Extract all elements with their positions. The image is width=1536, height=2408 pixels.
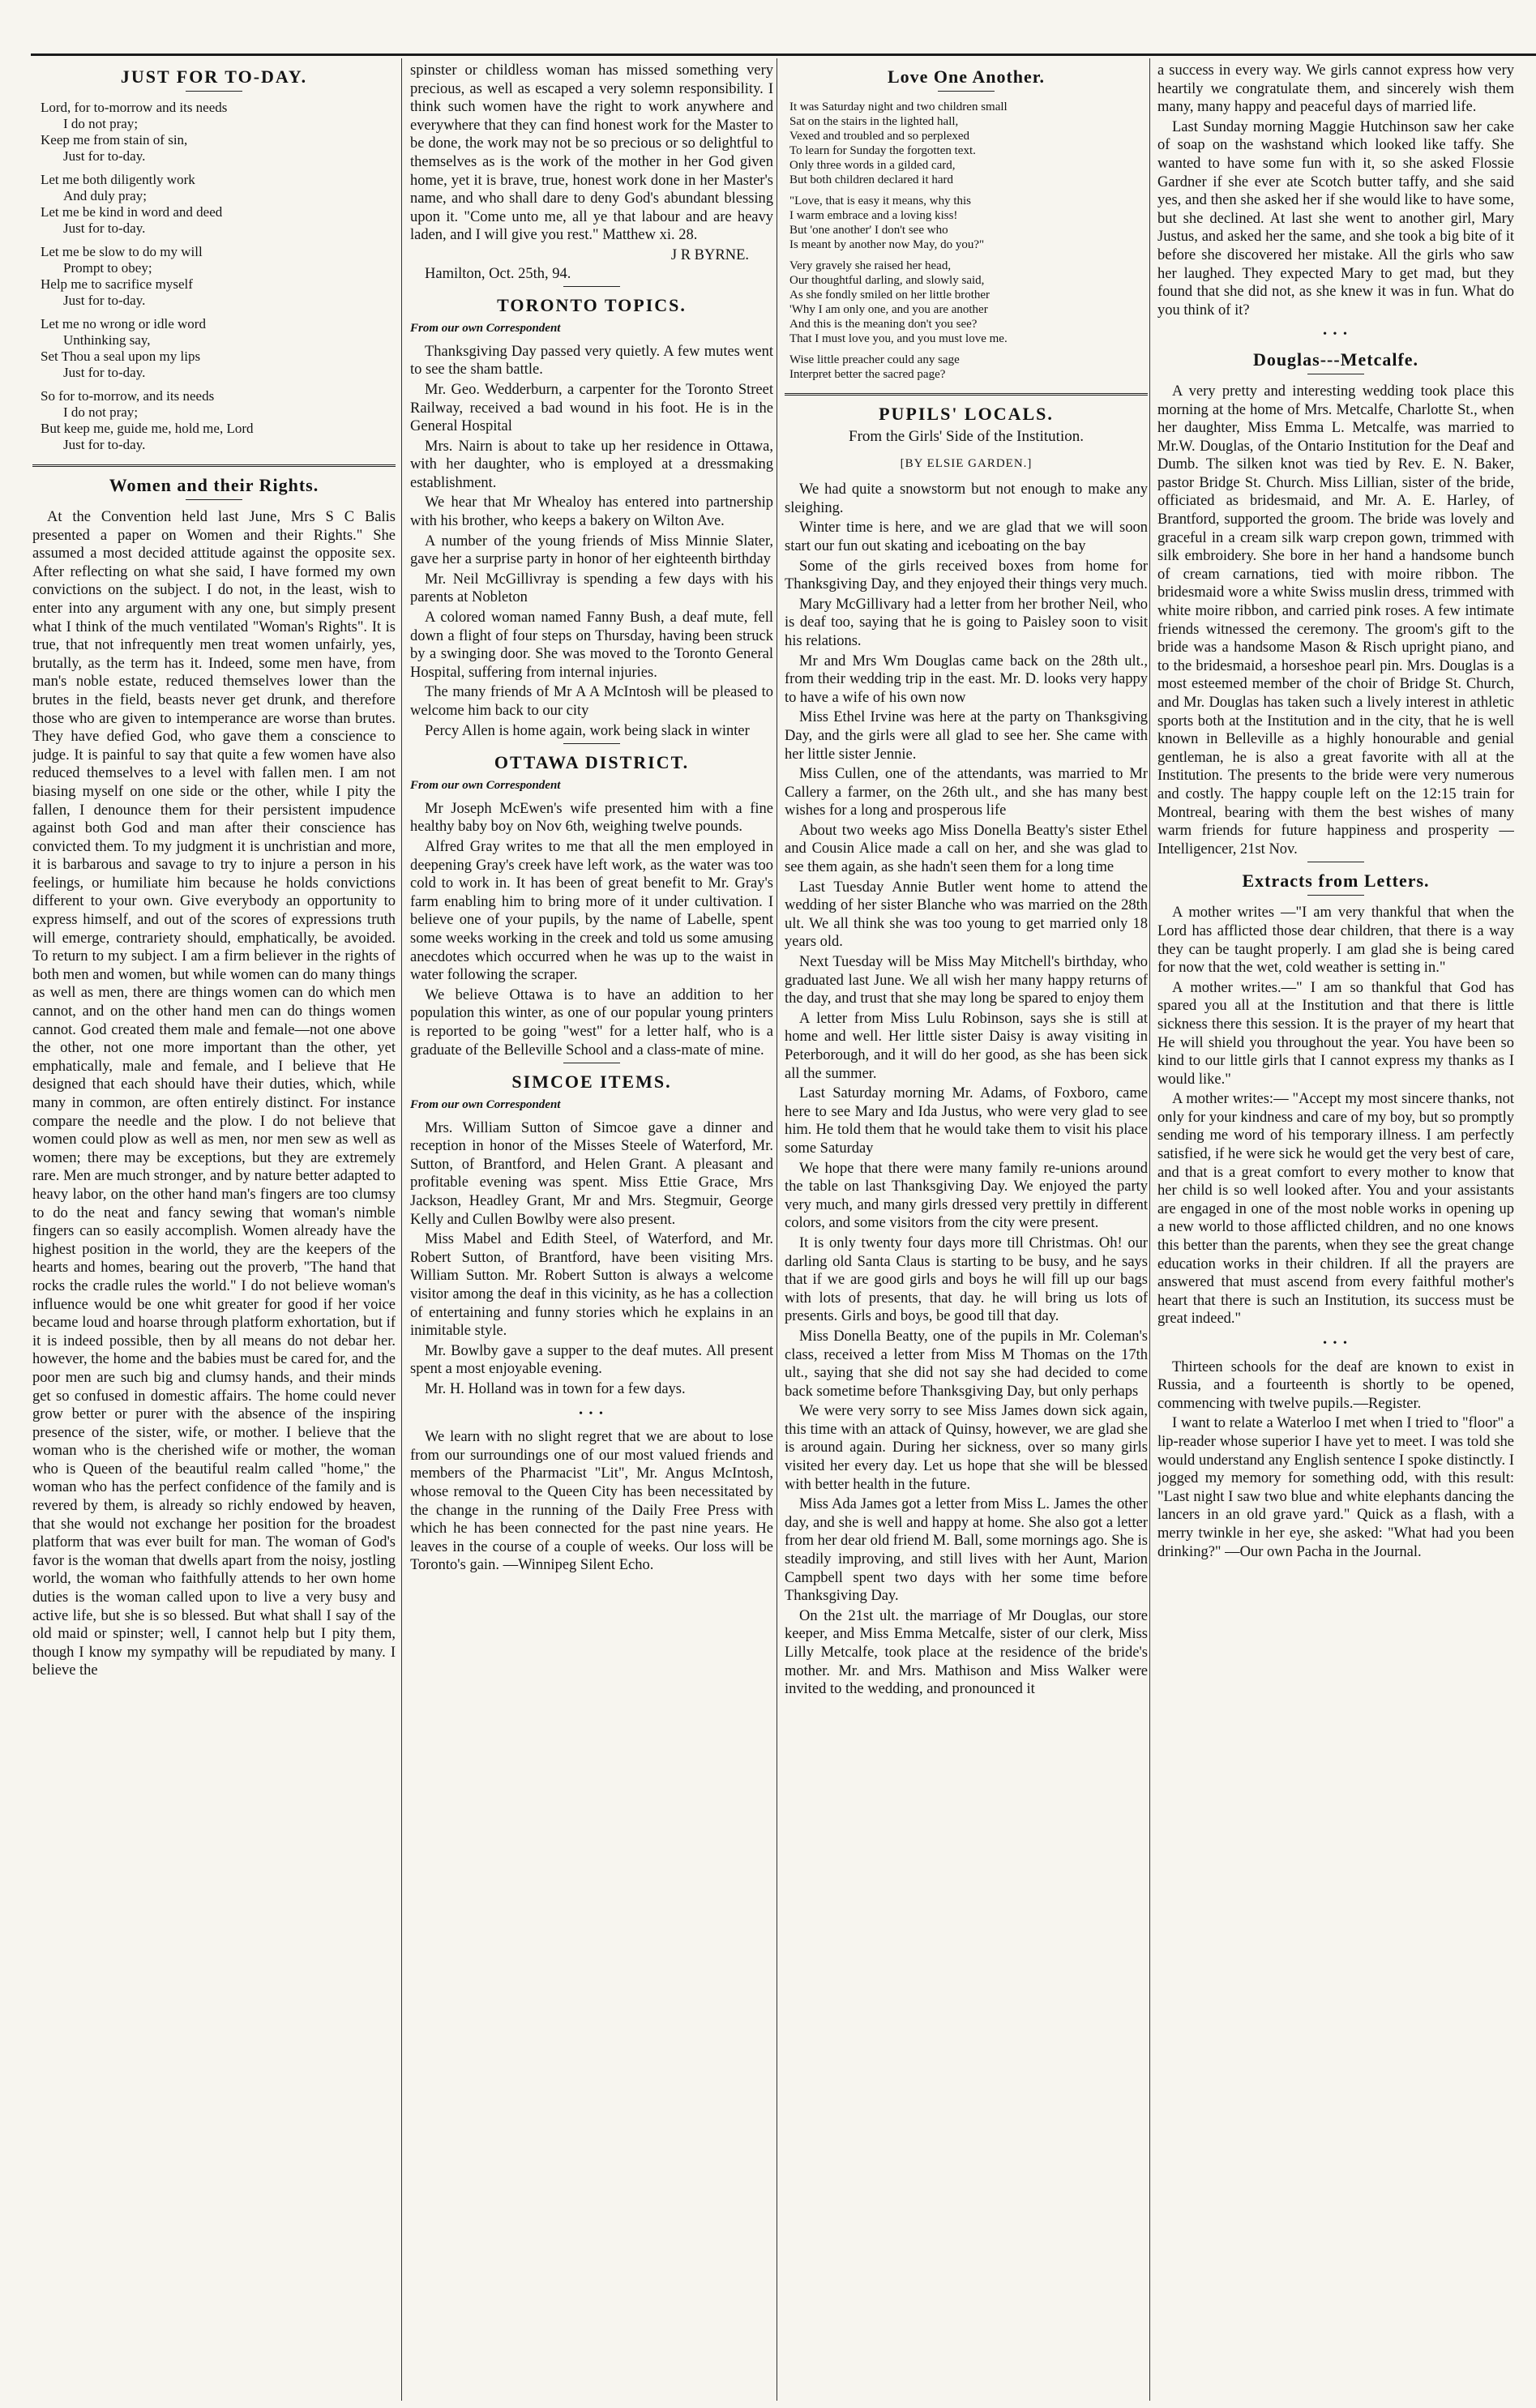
news-item: We believe Ottawa is to have an addition to her population this winter, as one of our popular young printers is reported to be going "west" for a letter half, who is a graduate of the Belleville School and a class-mate of mine. [410, 986, 773, 1059]
poem-line: Let me be kind in word and deed [41, 204, 223, 220]
news-item: A very pretty and interesting wedding took place this morning at the home of Mrs. Metcalfe, Charlotte St., when her daughter, Miss Emma L. Metcalfe, was married to Mr.W. Douglas, of the Ontario Institution for the Deaf and Dumb. The silken knot was tied by Rev. E. N. Baker, pastor Bridge St. Church. Miss Lillian, sister of the bride, officiated as bridesmaid, and Mr. A. E. Harley, of Brantford, supported the groom. The bride was lovely and graceful in a cream silk warp crepon gown, trimmed with silk embroidery. She bore in her hand a handsome bunch of cream carnations, tied with moire ribbon. The bridesmaid wore a white Swiss muslin dress, trimmed with white moire ribbon, and carried pink roses. A few intimate friends witnessed the ceremony. The groom's gift to the bride was a handsome Mason & Risch upright piano, and to the bridesmaid, a horseshoe pearl pin. Mrs. Douglas is a most esteemed member of the choir of Bridge St. Church, and Mr. Douglas has taken such a lively interest in athletic sports both at the Institution and in the city, that he is well known in Belleville as a highly honourable and genial gentleman, he is also a great favorite with all at the Institution. The presents to the bride were very numerous and costly. The happy couple left on the 12:15 train for Montreal, bearing with them the best wishes of many warm friends for future happiness and prosperity —Intelligencer, 21st Nov. [1157, 383, 1514, 858]
news-item: A mother writes:— "Accept my most sincere thanks, not only for your kindness and care of my boy, but so promptly sending me word of his temporary illness. I am perfectly satisfied, if he were sick he would get the very best of care, and that is a great comfort to every mother to know that her child is so well looked after. You and your assistants are engaged in one of the most noble works in opening up a new world to those afflicted children, and no one knows this better than the parents, when they see the great change education works in their children. If all the prayers are answered that must ascend from every faithful mother's heart that there is such an Institution, its success must be great indeed." [1157, 1091, 1514, 1328]
column-2 [410, 62, 773, 2396]
poem-line: And this is the meaning don't you see? [789, 318, 978, 331]
divider [186, 499, 242, 500]
poem-line: Very gravely she raised her head, [789, 259, 952, 272]
news-item: Percy Allen is home again, work being slack in winter [425, 722, 750, 739]
byline: [BY ELSIE GARDEN.] [900, 456, 1033, 470]
poem-line: Unthinking say, [63, 332, 151, 348]
news-item: We were very sorry to see Miss James down sick again, this time with an attack of Quinsy, however, we are glad she is around again. During her sickness, over so many girls visited her every day. Let us hope that she will be blessed with better health in the future. [785, 1403, 1148, 1493]
poem-line: That I must love you, and you must love me. [789, 332, 1008, 345]
poem-stanza [41, 316, 396, 381]
news-item: We learn with no slight regret that we are about to lose from our surroundings one of our most valued friends and members of the Pharmacist "Lit", Mr. Angus McIntosh, whose removal to the Queen City has been necessitated by the change in the running of the Daily Free Press with which he has been connected for the past nine years. He leaves in the course of a couple of weeks. Our loss will be Toronto's gain. —Winnipeg Silent Echo. [410, 1429, 773, 1574]
poem-line: Wise little preacher could any sage [789, 353, 960, 366]
poem-line: "Love, that is easy it means, why this [789, 195, 972, 207]
poem-line: Is meant by another now May, do you?" [789, 238, 985, 251]
ornament-divider: • • • [1323, 1337, 1349, 1349]
ornament-divider: • • • [1323, 328, 1349, 341]
news-item: Thanksgiving Day passed very quietly. A few mutes went to see the sham battle. [410, 343, 773, 379]
divider [563, 286, 620, 287]
poem-stanza [789, 194, 1148, 252]
poem-line: Vexed and troubled and so perplexed [789, 130, 970, 143]
news-item: Mr. Neil McGillivray is spending a few days with his parents at Nobleton [410, 571, 773, 606]
poem-line: I do not pray; [63, 116, 139, 131]
news-item: The many friends of Mr A A McIntosh will be pleased to welcome him back to our city [410, 684, 773, 719]
news-item: Mary McGillivary had a letter from her brother Neil, who is deaf too, saying that he is going to Paisley soon to visit his relations. [785, 596, 1148, 649]
news-item: Mr. Geo. Wedderburn, a carpenter for the Toronto Street Railway, received a bad wound in his foot. He is in the General Hospital [410, 381, 773, 435]
news-item: Some of the girls received boxes from home for Thanksgiving Day, and they enjoyed their things very much. [785, 558, 1148, 593]
poem-stanza [789, 353, 1148, 382]
news-item: We had quite a snowstorm but not enough to make any sleighing. [785, 481, 1148, 516]
news-item: Miss Ethel Irvine was here at the party on Thanksgiving Day, and the girls were all glad to see her. She came with her little sister Jennie. [785, 709, 1148, 763]
poem-line: Prompt to obey; [63, 260, 152, 276]
news-item: Last Saturday morning Mr. Adams, of Foxboro, came here to see Mary and Ida Justus, who were very glad to see him. He told them that he would take them to visit his place some Saturday [785, 1085, 1148, 1157]
news-item: Winter time is here, and we are glad that we will soon start our fun out skating and iceboating on the bay [785, 520, 1148, 554]
ornament-divider: • • • [579, 1407, 605, 1420]
article-paragraph: At the Convention held last June, Mrs S C Balis presented a paper on Women and their Rights." She assumed a most decided attitude against the opposite sex. After reflecting on what she said, I have formed my own convictions on the subject. I do not, in the least, wish to enter into any argument with any one, but simply present what I think of the much ventilated "Woman's Rights". It is true, that not infrequently men treat women unfairly, yes, brutally, as the term has it. Indeed, some men have, from man's noble estate, reduced themselves lower than the brutes in the field, beasts never get drunk, and therefore those who are given to intemperance are worse than brutes. They have defied God, who gave them a conscience to judge. It is painful to say that quite a few women have also reduced themselves to a level with fallen men. I am not biasing myself on one side or the other, while I pity the fallen, I denounce them for their persistent impudence against both God and man after their conscience has convicted them. To my judgment it is unchristian and more, it is barbarous and savage to try to injure a person in his feelings, or humiliate him because he holds convictions different to your own. Give everybody an opportunity to express himself, and out of the scores of expressions truth will emerge, contrariety should, emphatically, be avoided. To return to my subject. I am a firm believer in the rights of both men and women, but while women can do many things as well as men, there are things women can do which men cannot, and on the other hand men can do things women cannot. God created them male and female—not one above the other, not one more important than the other, yet emphatically, male and female, and I believe that He designed that each should have their duties, which, while many in common, are often entirely distinct. For instance compare the needle and the plow. I do not believe that women could plow as well as men, nor men sew as well as women; there may be exceptions, but they are extremely rare. Men are much stronger, and by nature better adapted to heavy labor, on the other hand man's fingers are too clumsy to do the neat and fancy sewing that woman's nimble fingers can so easily accomplish. Women already have the highest position in the world, they are the keepers of the hearts and homes, bearing out the proverb, "The hand that rocks the cradle rules the world." I do not believe woman's influence would be one whit greater for good if her voice became loud and hoarse through platform exhortation, but if it is indeed possible, then by all means do not debar her. however, the home and the babies must be cared for, and the poor men are such big and clumsy hands, and their minds get so confused in domestic affairs. The home could never grow better or purer with the absence of the inspiring presence of the sister, wife, or mother. I believe that the woman who is the cherished wife or mother, the woman who is Queen of the beautiful realm called "home," the woman who has the perfect confidence of the family and is revered by them, is already so richly endowed by heaven, that she would not exchange her position for the broadest platform that was ever built for man. The woman of God's favor is the woman that dwells apart from the noisy, jostling world, the woman who faithfully attends to her own home duties is the woman called upon to live a very busy and active life, but she is so blessed. But what shall I say of the old maid or spinster; well, I cannot help but I pity them, though I know my sympathy will be repudiated by many. I believe the [32, 509, 396, 1679]
news-item: Mr Joseph McEwen's wife presented him with a fine healthy baby boy on Nov 6th, weighing twelve pounds. [410, 800, 773, 836]
poem-line: But both children declared it hard [789, 173, 954, 186]
poem-line: Let me no wrong or idle word [41, 316, 206, 331]
correspondent-label: From our own Correspondent [410, 1098, 561, 1112]
poem-stanza [41, 244, 396, 309]
poem-line: But keep me, guide me, hold me, Lord [41, 421, 254, 436]
poem-line: Just for to-day. [63, 293, 146, 308]
poem-line: Help me to sacrifice myself [41, 276, 193, 292]
poem-line: Just for to-day. [63, 365, 146, 380]
poem-stanza [41, 388, 396, 453]
poem-line: Just for to-day. [63, 220, 146, 236]
news-item: On the 21st ult. the marriage of Mr Douglas, our store keeper, and Miss Emma Metcalfe, sister of our clerk, Miss Lilly Metcalfe, took place at the residence of the bride's mother. Mr. and Mrs. Mathison and Miss Walker were invited to the wedding, and pronounced it [785, 1607, 1148, 1698]
poem-line: Let me be slow to do my will [41, 244, 203, 259]
news-item: a success in every way. We girls cannot express how very heartily we congratulate them, and sincerely wish them many, many happy and peaceful days of married life. [1157, 62, 1514, 116]
poem-title-love-one-another: Love One Another. [887, 66, 1046, 87]
poem-line: It was Saturday night and two children small [789, 101, 1008, 113]
news-item: Miss Ada James got a letter from Miss L. James the other day, and she is well and happy at home. She also got a letter from her dear old friend M. Ball, some mornings ago. She is steadily improving, and still lives with her Aunt, Marion Campbell spent two days with her some time before Thanksgiving Day. [785, 1496, 1148, 1605]
poem-just-for-today [41, 100, 396, 453]
article-dateline: Hamilton, Oct. 25th, 94. [425, 265, 571, 282]
column-4 [1157, 62, 1514, 2396]
poem-stanza [41, 172, 396, 237]
poem-line: I do not pray; [63, 404, 139, 420]
poem-line: Just for to-day. [63, 437, 146, 452]
poem-line: But 'one another' I don't see who [789, 224, 948, 237]
poem-line: Let me both diligently work [41, 172, 195, 187]
section-title-ottawa: OTTAWA DISTRICT. [494, 752, 690, 773]
divider [186, 91, 242, 92]
poem-stanza [789, 100, 1148, 187]
poem-line: So for to-morrow, and its needs [41, 388, 215, 404]
poem-line: Keep me from stain of sin, [41, 132, 188, 148]
news-item: About two weeks ago Miss Donella Beatty's sister Ethel and Cousin Alice made a call on her, and she was glad to see them again, as she hadn't seen them for a long time [785, 822, 1148, 876]
section-title-toronto: TORONTO TOPICS. [497, 295, 687, 316]
poem-line: Sat on the stairs in the lighted hall, [789, 115, 959, 128]
article-signature: J R BYRNE. [670, 246, 749, 263]
column-3 [785, 62, 1148, 2396]
poem-line: Set Thou a seal upon my lips [41, 349, 201, 364]
news-item: A mother writes.—" I am so thankful that God has spared you all at the Institution and that there is little sickness there this session. It is the prayer of my heart that He will shield you throughout the year. You have been so kind to our little girls that I cannot express my thanks as I would like." [1157, 979, 1514, 1088]
news-item: Mr. Bowlby gave a supper to the deaf mutes. All present spent a most enjoyable evening. [410, 1342, 773, 1378]
section-divider [32, 464, 396, 467]
article-paragraph: spinster or childless woman has missed something very precious, as well as escaped a very solemn responsibility. I think such women have the right to work anywhere and everywhere that they can find honest work for the Master to be done, the work may not be so precious or so delightful to themselves as is the work of the mother in her God given home, yet it is brave, true, honest work done in her Master's name, and who shall dare to deny God's abundant blessing upon it. "Come unto me, all ye that labour and are heavy laden, and I will give you rest." Matthew xi. 28. [410, 62, 773, 244]
news-item: It is only twenty four days more till Christmas. Oh! our darling old Santa Claus is starting to be busy, and he says that if we are good girls and boys he will fill up our bags with lots of presents, that day. he will bring us lots of presents. Girls and boys, be good till that day. [785, 1234, 1148, 1325]
news-item: Miss Donella Beatty, one of the pupils in Mr. Coleman's class, received a letter from Miss M Thomas on the 17th ult., saying that she did not say she had decided to come back sometime before Thanksgiving Day, but only perhaps [785, 1328, 1148, 1400]
poem-title-just-for-today: JUST FOR TO-DAY. [120, 66, 308, 87]
section-title-simcoe: SIMCOE ITEMS. [511, 1071, 672, 1093]
poem-line: 'Why I am only one, and you are another [789, 303, 988, 316]
news-item: We hope that there were many family re-unions around the table on last Thanksgiving Day. We enjoyed the party very much, and many girls dressed very prettily in different colors, and some visitors from the city were present. [785, 1160, 1148, 1232]
section-title-extracts: Extracts from Letters. [1242, 870, 1430, 892]
poem-line: Only three words in a gilded card, [789, 159, 956, 172]
column-divider [401, 58, 402, 2401]
poem-line: To learn for Sunday the forgotten text. [789, 144, 976, 157]
column-divider [1149, 58, 1150, 2401]
news-item: Mr. H. Holland was in town for a few days. [425, 1381, 686, 1397]
news-item: Mrs. William Sutton of Simcoe gave a dinner and reception in honor of the Misses Steele of Waterford, Mr. Sutton, of Brantford, and Helen Grant. A pleasant and profitable evening was spent. Miss Ettie Grace, Mrs Jackson, Headley Grant, Mr and Mrs. Stegmuir, George Kelly and Cullen Bowlby were also present. [410, 1119, 773, 1228]
poem-line: As she fondly smiled on her little brother [789, 289, 990, 302]
poem-line: I warm embrace and a loving kiss! [789, 209, 958, 222]
divider [563, 743, 620, 744]
poem-line: And duly pray; [63, 188, 147, 203]
news-item: Next Tuesday will be Miss May Mitchell's birthday, who graduated last June. We all wish her many happy returns of the day, and trust that she may long be spared to enjoy them [785, 954, 1148, 1007]
news-item: Mr and Mrs Wm Douglas came back on the 28th ult., from their wedding trip in the east. Mr. D. looks very happy to have a wife of his own now [785, 652, 1148, 706]
poem-stanza [41, 100, 396, 165]
correspondent-label: From our own Correspondent [410, 779, 561, 793]
section-divider [785, 393, 1148, 396]
news-item: I want to relate a Waterloo I met when I tried to "floor" a lip-reader whose superior I have yet to meet. I was told she would understand any English sentence I spoke distinctly. I jogged my memory for something odd, with this result: "Last night I saw two blue and white elephants dancing the lancers in an old grave yard." Quick as a flash, with a merry twinkle in her eye, she asked: "What had you been drinking?" —Our own Pacha in the Journal. [1157, 1415, 1514, 1560]
news-item: We hear that Mr Whealoy has entered into partnership with his brother, who keeps a bakery on Wilton Ave. [410, 494, 773, 530]
column-1 [32, 62, 396, 2396]
poem-stanza [789, 259, 1148, 346]
news-item: Miss Mabel and Edith Steel, of Waterford, and Mr. Robert Sutton, of Brantford, have been visiting Mrs. William Sutton. Mr. Robert Sutton is always a welcome visitor among the deaf in this vicinity, as he has a collection of entertaining and funny stories which he explains in an inimitable style. [410, 1231, 773, 1340]
news-item: Last Sunday morning Maggie Hutchinson saw her cake of soap on the washstand which looked like taffy. She wanted to have some fun with it, so she asked Flossie Gardner if she ever ate Scotch butter taffy, and she said yes, and then she asked her if she would like to have some, but she declined. At last she went to another girl, Mary Justus, and asked her the same, and she took a big bite of it before she discovered her mistake. All the girls who saw her laughed. They expected Mary to get mad, but they found that she did not, as she knew it was in fun. What do you think of it? [1157, 118, 1514, 319]
news-item: Mrs. Nairn is about to take up her residence in Ottawa, with her daughter, who is employed at a dressmaking establishment. [410, 438, 773, 491]
top-rule [31, 53, 1536, 56]
news-item: A colored woman named Fanny Bush, a deaf mute, fell down a flight of four steps on Thursday, having been struck by a swinging door. She was moved to the Toronto General Hospital, suffering from internal injuries. [410, 609, 773, 681]
news-item: A letter from Miss Lulu Robinson, says she is still at home and well. Her little sister Daisy is away visiting in Peterborough, and it will do her good, as she has been sick all the summer. [785, 1010, 1148, 1082]
poem-line: Interpret better the sacred page? [789, 368, 946, 381]
poem-line: Lord, for to-morrow and its needs [41, 100, 228, 115]
poem-love-one-another [789, 100, 1148, 382]
divider [938, 91, 995, 92]
section-subtitle: From the Girls' Side of the Institution. [849, 428, 1084, 445]
news-item: A mother writes —"I am very thankful that when the Lord has afflicted those dear children, that there is a way they can be taught properly. I am glad she is being cared for now that the wet, cold weather is setting in." [1157, 905, 1514, 977]
correspondent-label: From our own Correspondent [410, 322, 561, 336]
news-item: Alfred Gray writes to me that all the men employed in deepening Gray's creek have left work, as the water was too cold to work in. It has been of great benefit to Mr. Gray's farm enabling him to bring more of it under cultivation. I believe one of your pupils, by the name of Labelle, spent some weeks working in the creek and told us some amusing anecdotes which occurred when he was up to the waist in water following the scraper. [410, 838, 773, 984]
news-item: Thirteen schools for the deaf are known to exist in Russia, and a fourteenth is shortly to be opened, commencing with twelve pupils.—Register. [1157, 1358, 1514, 1412]
section-title-wedding: Douglas---Metcalfe. [1252, 349, 1419, 370]
news-item: Miss Cullen, one of the attendants, was married to Mr Callery a farmer, on the 26th ult., and she has many best wishes for a long and prosperous life [785, 766, 1148, 819]
news-item: Last Tuesday Annie Butler went home to attend the wedding of her sister Blanche who was married on the 28th ult. We all think she was too young to get married only 18 years old. [785, 879, 1148, 951]
divider [1307, 895, 1364, 896]
article-title-women-rights: Women and their Rights. [109, 475, 319, 495]
poem-line: Just for to-day. [63, 148, 146, 164]
poem-line: Our thoughtful darling, and slowly said, [789, 274, 985, 287]
news-item: A number of the young friends of Miss Minnie Slater, gave her a surprise party in honor of her eighteenth birthday [410, 532, 773, 568]
section-title-pupils-locals: PUPILS' LOCALS. [879, 404, 1054, 424]
